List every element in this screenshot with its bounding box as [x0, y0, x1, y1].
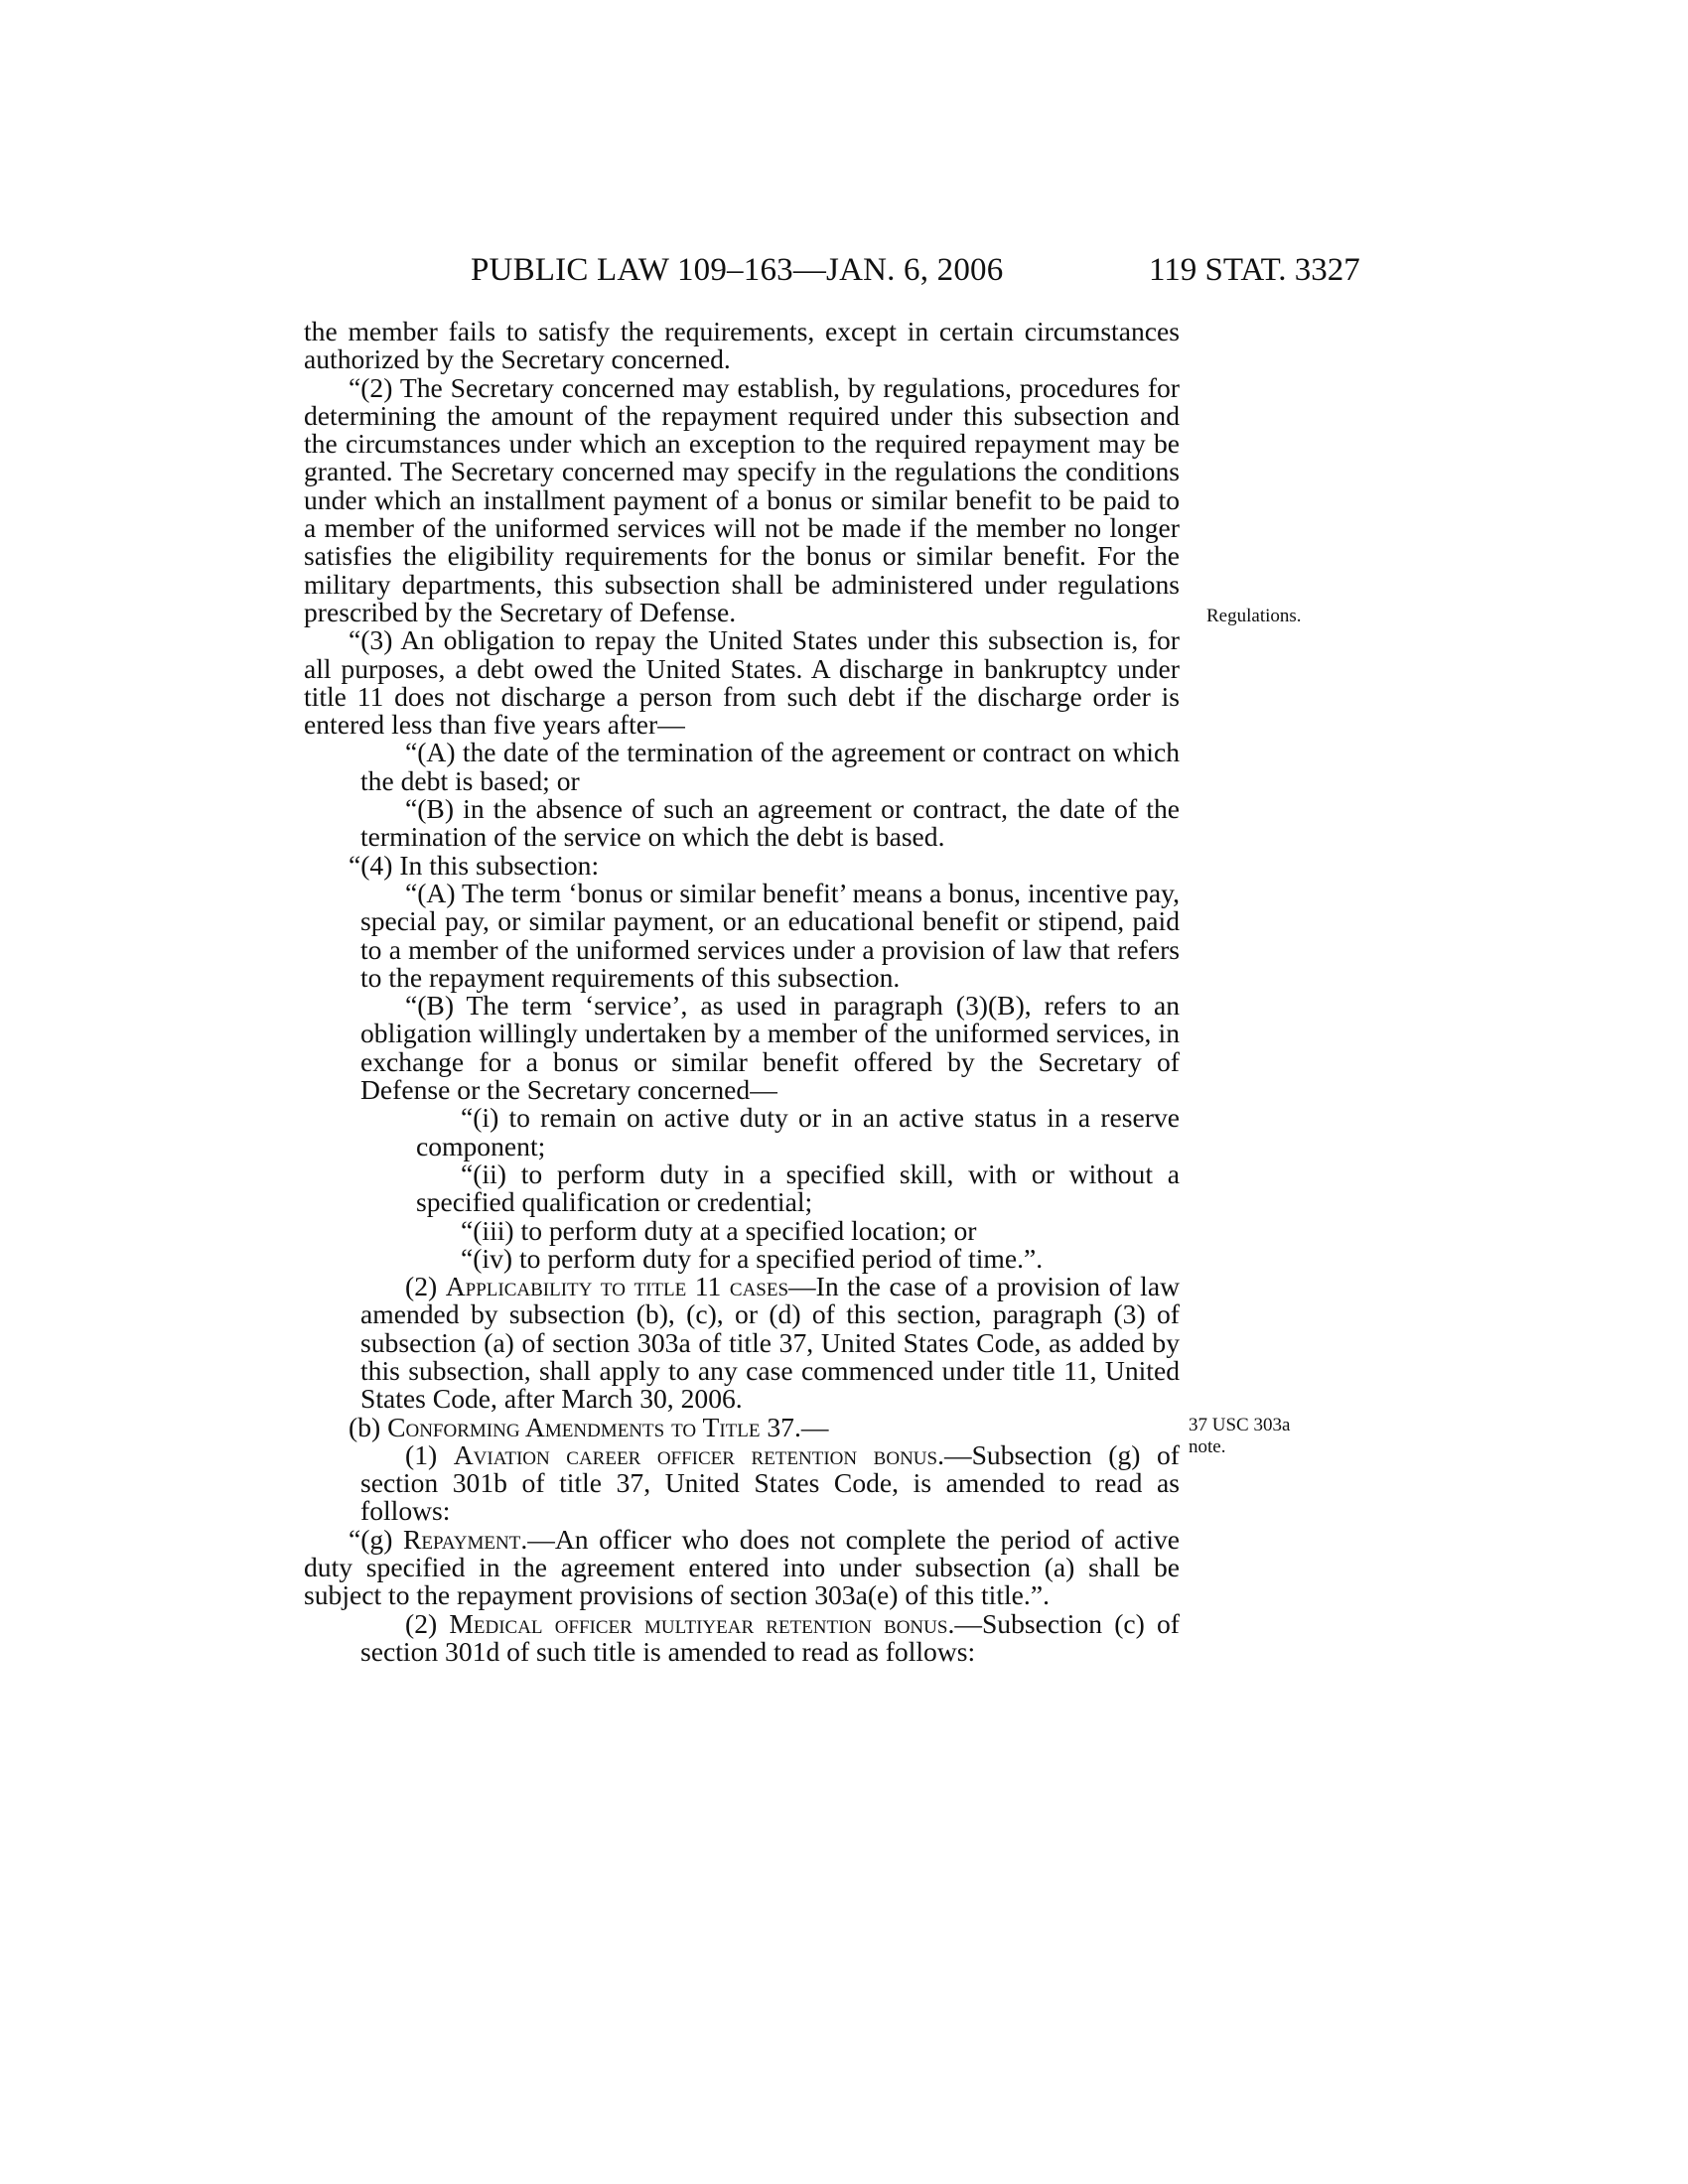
- text: .—: [793, 1411, 829, 1442]
- num: (2): [405, 1607, 450, 1639]
- text: .—Subsection (c) of section 301d of such title is amended to read as follows:: [360, 1607, 1180, 1667]
- paragraph-4-b-ii: “(ii) to perform duty in a specified skill, with or without a specified qualification or credential;: [416, 1158, 1180, 1218]
- paragraph-3-a: “(A) the date of the termination of the agreement or contract on which the debt is based; or: [360, 737, 1180, 796]
- heading: Repayment: [402, 1523, 521, 1555]
- num: “(g): [349, 1523, 403, 1555]
- section-b-conforming: [304, 1411, 1180, 1442]
- body-text: [304, 318, 1180, 1666]
- margin-note-regulations: Regulations.: [1206, 606, 1302, 626]
- margin-note-usc-line2: note.: [1189, 1436, 1226, 1457]
- paragraph-4-b-iii: “(iii) to perform duty at a specified location; or: [461, 1214, 977, 1246]
- heading: Aviation career officer retention bonus: [453, 1438, 938, 1470]
- paragraph-continuation: the member fails to satisfy the requirements, except in certain circumstances authorized by the Secretary concerned.: [304, 316, 1180, 375]
- num: (b): [349, 1411, 388, 1442]
- margin-note-usc: [1189, 1415, 1290, 1458]
- heading: Conforming Amendments to Title 37: [387, 1411, 794, 1442]
- paragraph-3: “(3) An obligation to repay the United States under this subsection is, for all purposes, a debt owed the United States. A discharge in bankruptcy under title 11 does not discharge a person from such debt if the discharge order is entered less than five years after—: [304, 624, 1180, 741]
- page-header-stat: 119 STAT. 3327: [1149, 252, 1360, 288]
- text: .—Subsection (g) of section 301b of title 37, United States Code, is amended to read as follows:: [360, 1438, 1180, 1527]
- section-b-1-aviation: [304, 1438, 1180, 1527]
- section-b-2-medical: [304, 1607, 1180, 1667]
- paragraph-4-b-i: “(i) to remain on active duty or in an active status in a reserve component;: [416, 1102, 1180, 1161]
- margin-note-usc-line1: 37 USC 303a: [1189, 1415, 1291, 1435]
- paragraph-2: “(2) The Secretary concerned may establish, by regulations, procedures for determining the amount of the repayment required under this subsection and the circumstances under which an exception to the required repayment may be granted. The Secretary concerned may specify in the regulations the conditions under which an installment payment of a bonus or similar benefit to be paid to a member of the uniformed services will not be made if the member no longer satisfies the eligibility requirements for the bonus or similar benefit. For the military departments, this subsection shall be administered under regulations prescribed by the Secretary of Defense.: [304, 371, 1180, 627]
- num: (1): [405, 1438, 454, 1470]
- paragraph-4: “(4) In this subsection:: [349, 849, 600, 881]
- page-header-title: PUBLIC LAW 109–163—JAN. 6, 2006: [471, 252, 1004, 288]
- paragraph-4-b: “(B) The term ‘service’, as used in paragraph (3)(B), refers to an obligation willingly undertaken by a member of the uniformed services, in exchange for a bonus or similar benefit offered by the Secretary of Defense or the Secretary concerned—: [360, 990, 1180, 1106]
- section-a-2-applicability: [304, 1273, 1180, 1413]
- paragraph-4-a: “(A) The term ‘bonus or similar benefit’ means a bonus, incentive pay, special pay, or similar payment, or an educational benefit or stipend, paid to a member of the uniformed services under a provision of law that refers to the repayment requirements of this subsection.: [360, 877, 1180, 993]
- heading: Medical officer multiyear retention bonus: [449, 1607, 948, 1639]
- heading: Applicability to title 11 cases: [445, 1271, 789, 1302]
- paragraph-4-b-iv: “(iv) to perform duty for a specified period of time.”.: [461, 1242, 1044, 1274]
- text: —In the case of a provision of law amended by subsection (b), (c), or (d) of this section, paragraph (3) of subsection (a) of section 303a of title 37, United States Code, as added by this subsection, shall apply to any case commenced under title 11, United States Code, after March 30, 2006.: [360, 1271, 1180, 1415]
- quoted-g-repayment: [304, 1523, 1180, 1611]
- paragraph-3-b: “(B) in the absence of such an agreement or contract, the date of the termination of the service on which the debt is based.: [360, 793, 1180, 853]
- num: (2): [405, 1271, 446, 1302]
- text: .—An officer who does not complete the period of active duty specified in the agreement entered into under subsection (a) shall be subject to the repayment provisions of section 303a(e) of this title.”.: [304, 1523, 1180, 1611]
